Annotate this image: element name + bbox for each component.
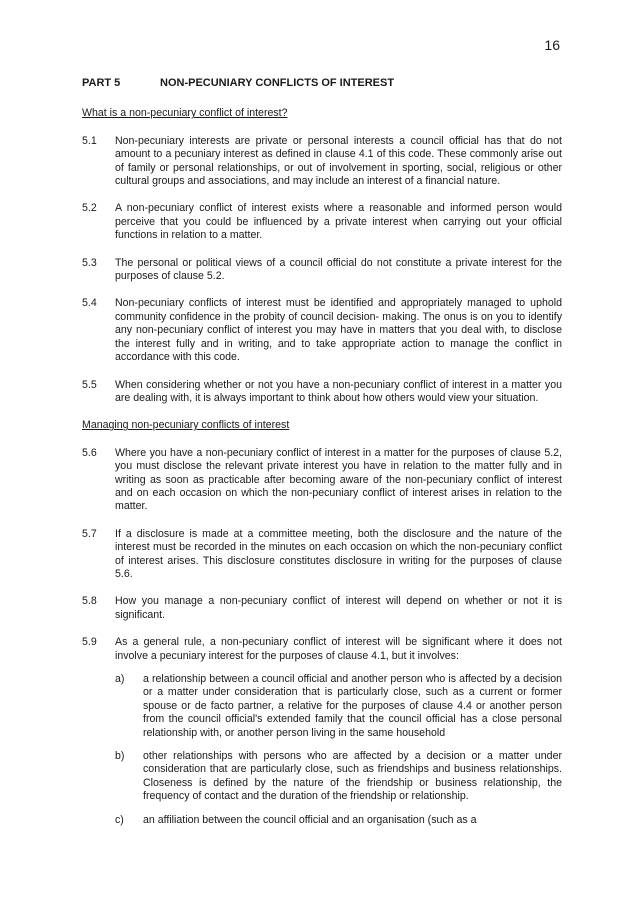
clause-number: 5.1 [82,134,97,147]
clause-text: Non-pecuniary interests are private or personal interests a council official has that do not amount to a pecuniary interest as defined in clause 4.1 of this code. These commonly arise out of family or personal relationships, or out of involvement in sporting, social, religious or other cultural groups and associations, and may include an interest of a financial nature. [115,134,562,188]
clause-text: Non-pecuniary conflicts of interest must be identified and appropriately managed to uphold community confidence in the probity of council decision- making. The onus is on you to identify any non-pecuniary conflict of interest you may have in matters that you deal with, to disclose the interest fully and in writing, and to take appropriate action to manage the conflict in accordance with this code. [115,297,562,364]
clause-number: 5.5 [82,378,97,391]
subclause-list [115,673,562,827]
subclause-text: a relationship between a council official and another person who is affected by a decision or a matter under consideration that is particularly close, such as a current or former spouse or de facto partner, a relative for the purposes of clause 4.4 or another person from the council official's extended family that the council official has a close personal relationship with, or another person living in the same household [143,673,562,739]
part-heading [82,77,562,90]
clause [82,528,562,582]
part-number: PART 5 [82,77,121,89]
clause [82,447,562,514]
clause [82,595,562,622]
subclause [115,673,562,740]
clause-text: If a disclosure is made at a committee meeting, both the disclosure and the nature of the interest must be recorded in the minutes on each occasion on which the non-pecuniary conflict of interest arises. This disclosure constitutes disclosure in writing for the purposes of clause 5.6. [115,527,562,580]
section-heading: What is a non-pecuniary conflict of interest? [82,107,288,120]
clause-number: 5.6 [82,446,97,459]
clause-text: As a general rule, a non-pecuniary conflict of interest will be significant where it does not involve a pecuniary interest for the purposes of clause 4.1, but it involves: [115,636,562,662]
clause-number: 5.7 [82,527,97,540]
subclause-letter: a) [115,673,125,685]
clause-text: A non-pecuniary conflict of interest exists where a reasonable and informed person would perceive that you could be influenced by a private interest when carrying out your official functions in relation to a matter. [115,202,562,242]
page-number: 16 [544,37,560,53]
clause-text: When considering whether or not you have a non-pecuniary conflict of interest in a matter you are dealing with, it is always important to think about how others would view your situation. [115,378,562,404]
subclause [115,750,562,804]
clause [82,636,562,663]
clause-text: The personal or political views of a council official do not constitute a private interest for the purposes of clause 5.2. [115,256,562,283]
section-heading: Managing non-pecuniary conflicts of interest [82,419,290,432]
clause-number: 5.8 [82,595,97,608]
clause-number: 5.4 [82,297,97,310]
subclause-letter: c) [115,813,124,826]
clause-text: How you manage a non-pecuniary conflict of interest will depend on whether or not it is significant. [115,595,562,621]
clause [82,257,562,284]
document-body [82,77,562,837]
clause-number: 5.2 [82,202,97,215]
part-title: NON-PECUNIARY CONFLICTS OF INTEREST [160,77,395,89]
subclause-text: an affiliation between the council official and an organisation (such as a [143,813,477,826]
subclause [115,814,562,827]
subclause-text: other relationships with persons who are affected by a decision or a matter under consideration that are particularly close, such as friendships and business relationships. Closeness is defined by the nature of the friendship or business relationship, the frequency of contact and the duration of the friendship or relationship. [143,750,562,803]
clause [82,379,562,406]
clause [82,135,562,189]
clause-number: 5.3 [82,256,97,269]
clause-text: Where you have a non-pecuniary conflict of interest in a matter for the purposes of clause 5.2, you must disclose the relevant private interest you have in relation to the matter fully and in writing as soon as practicable after becoming aware of the non-pecuniary conflict of interest and on each occasion on which the non-pecuniary conflict of interest arises in relation to the matter. [115,446,562,513]
clause [82,202,562,242]
clause-number: 5.9 [82,636,97,649]
clause [82,297,562,364]
subclause-letter: b) [115,750,125,763]
